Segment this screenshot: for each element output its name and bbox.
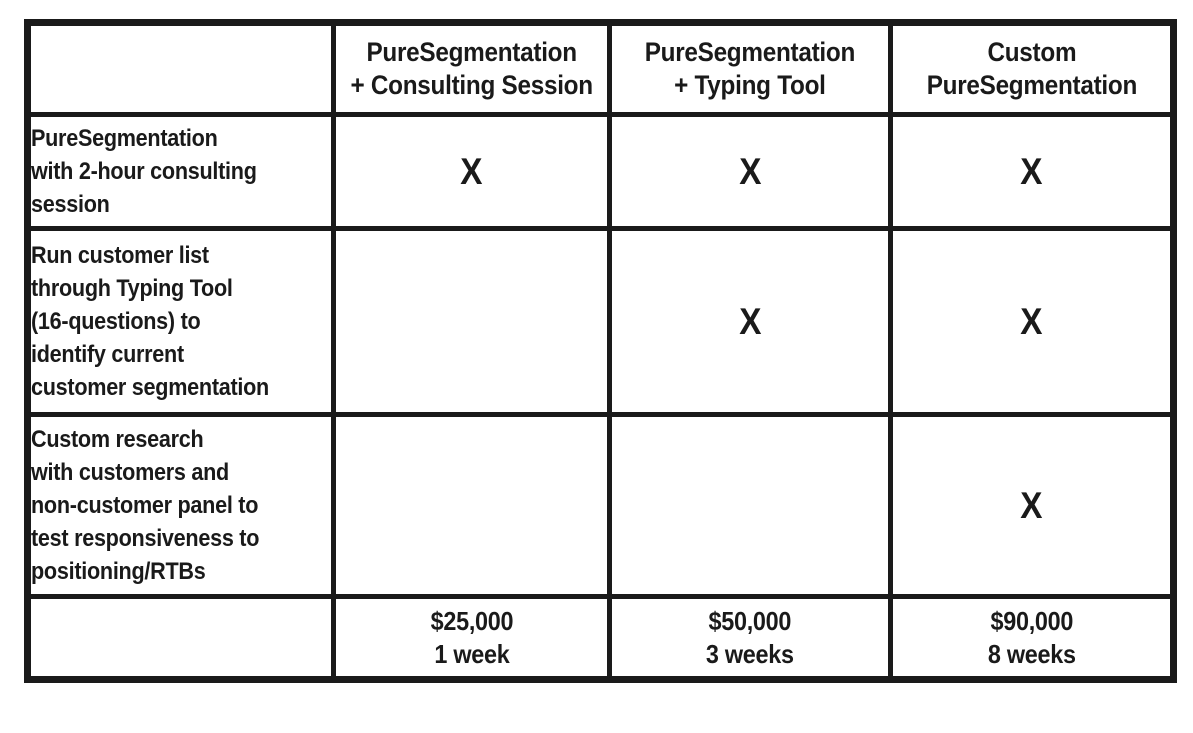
delivery-time: 1 week: [433, 638, 510, 669]
check-cell: [891, 415, 1174, 597]
header-row: [28, 23, 1174, 115]
check-cell: [891, 229, 1174, 415]
check-mark: X: [739, 151, 761, 192]
feature-label-cell: [28, 229, 334, 415]
check-mark: X: [1020, 301, 1043, 342]
feature-row: [28, 115, 1174, 229]
check-cell: [610, 115, 891, 229]
footer-label-cell: [28, 597, 334, 680]
check-cell: [334, 415, 610, 597]
column-header-label: Custom PureSegmentation: [926, 37, 1137, 100]
price-block: [706, 605, 794, 671]
price-value: $25,000: [430, 605, 513, 636]
feature-label: PureSegmentation with 2-hour consulting session: [31, 125, 257, 218]
delivery-time: 3 weeks: [706, 638, 794, 669]
check-mark: X: [1020, 485, 1043, 526]
price-block: [988, 605, 1076, 671]
corner-cell: [28, 23, 334, 115]
check-cell: [334, 229, 610, 415]
price-cell-typing-tool: [610, 597, 891, 680]
delivery-time: 8 weeks: [987, 638, 1076, 669]
column-header-custom: [891, 23, 1174, 115]
check-mark: X: [1020, 151, 1043, 192]
column-header-label: PureSegmentation + Typing Tool: [644, 37, 856, 100]
check-mark: X: [739, 301, 761, 342]
column-header-consulting-session: [334, 23, 610, 115]
feature-label-cell: [28, 415, 334, 597]
check-mark: X: [460, 151, 483, 192]
feature-row: [28, 415, 1174, 597]
pricing-comparison-table: [24, 19, 1177, 683]
price-row: [28, 597, 1174, 680]
price-block: [430, 605, 513, 671]
check-cell: [334, 115, 610, 229]
column-header-label: PureSegmentation + Consulting Session: [350, 37, 593, 100]
feature-row: [28, 229, 1174, 415]
feature-label: Run customer list through Typing Tool (16-questions) to identify current customer segmentation: [31, 242, 269, 401]
feature-label: Custom research with customers and non-customer panel to test responsiveness to positioning/RTBs: [31, 426, 260, 585]
price-value: $50,000: [708, 605, 792, 636]
price-cell-custom: [891, 597, 1174, 680]
feature-label-cell: [28, 115, 334, 229]
price-cell-consulting-session: [334, 597, 610, 680]
check-cell: [891, 115, 1174, 229]
column-header-typing-tool: [610, 23, 891, 115]
price-value: $90,000: [990, 605, 1073, 636]
check-cell: [610, 415, 891, 597]
check-cell: [610, 229, 891, 415]
